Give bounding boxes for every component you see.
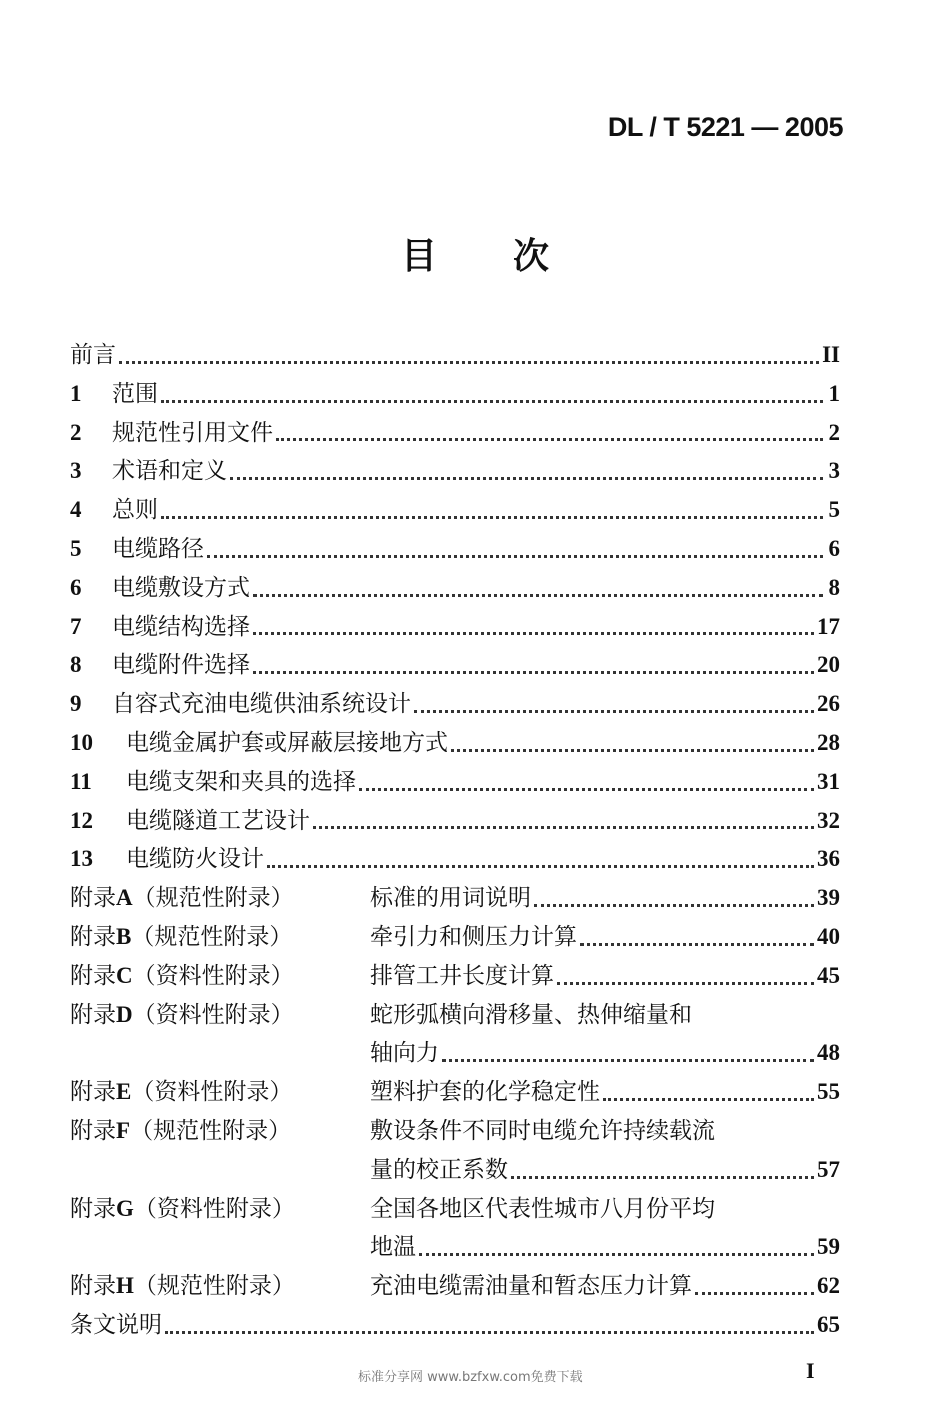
toc-entry-chapter[interactable] [70,452,840,491]
toc-entry-title: 塑料护套的化学稳定性 [370,1079,600,1106]
toc-entry-appendix-b[interactable] [70,918,840,957]
toc-entry-page: 62 [817,1273,840,1299]
appendix-kind: （规范性附录） [133,1273,295,1300]
toc-entry-title: 电缆附件选择 [112,652,250,679]
toc-entry-page: 26 [817,691,840,717]
toc-entry-title: 全国各地区代表性城市八月份平均 [370,1195,715,1222]
toc-entry-title: 条文说明 [70,1311,162,1338]
toc-entry-appendix-c[interactable] [70,957,840,996]
appendix-kind: （资料性附录） [132,962,294,989]
toc-entry-chapter[interactable] [70,646,840,685]
appendix-prefix: 附录 [70,1273,116,1300]
leader-dots [359,788,814,791]
toc-entry-title: 地温 [370,1234,416,1261]
toc-entry-title: 电缆路径 [112,535,204,562]
appendix-letter: A [116,885,133,911]
toc-entry-title: 前言 [70,342,116,368]
leader-dots [511,1176,814,1179]
appendix-letter: G [116,1195,134,1221]
appendix-label [70,1073,370,1112]
toc-entry-page: 59 [817,1234,840,1260]
chapter-number: 10 [70,729,93,755]
table-of-contents [70,336,840,1345]
chapter-number: 4 [70,497,82,523]
appendix-label [70,957,370,996]
toc-entry-page: 39 [817,885,840,911]
chapter-number: 11 [70,768,92,794]
title-char-2: 次 [513,236,550,277]
leader-dots [161,516,823,519]
toc-entry-title: 自容式充油电缆供油系统设计 [112,691,411,718]
leader-dots [603,1098,814,1101]
toc-entry-explanation[interactable] [70,1306,840,1345]
chapter-number: 9 [70,691,82,717]
appendix-letter: E [116,1079,132,1105]
toc-entry-page: 20 [817,652,840,678]
standard-code: DL / T 5221 — 2005 [607,112,843,142]
toc-entry-page: 6 [828,535,840,561]
toc-entry-page: 8 [828,574,840,600]
toc-entry-title: 范围 [112,380,158,407]
toc-entry-title: 电缆防火设计 [126,846,264,873]
appendix-kind: （资料性附录） [131,1079,293,1106]
chapter-number: 1 [70,380,82,406]
appendix-label [70,1267,370,1306]
toc-entry-title: 轴向力 [370,1040,439,1067]
leader-dots [313,826,814,829]
chapter-number: 12 [70,807,93,833]
toc-entry-title: 排管工井长度计算 [370,962,554,989]
chapter-number: 3 [70,458,82,484]
toc-entry-page: 36 [817,846,840,872]
leader-dots [414,710,814,713]
leader-dots [419,1253,814,1256]
toc-entry-title: 术语和定义 [112,458,227,485]
footer-watermark: 标准分享网 www.bzfxw.com免费下载 [358,1370,583,1385]
chapter-number: 8 [70,652,82,678]
appendix-kind: （资料性附录） [133,1195,295,1222]
appendix-letter: H [116,1273,134,1299]
toc-entry-foreword[interactable] [70,336,840,375]
toc-entry-chapter[interactable] [70,530,840,569]
appendix-prefix: 附录 [70,1117,116,1144]
appendix-kind: （规范性附录） [130,1117,292,1144]
toc-entry-page: 2 [828,419,840,445]
toc-entry-page: 57 [817,1156,840,1182]
appendix-kind: （规范性附录） [131,923,293,950]
toc-entry-page: 40 [817,923,840,949]
toc-entry-title: 蛇形弧横向滑移量、热伸缩量和 [370,1001,692,1028]
toc-entry-chapter[interactable] [70,414,840,453]
toc-entry-appendix-g-cont[interactable] [70,1228,840,1267]
toc-entry-appendix-f-cont[interactable] [70,1151,840,1190]
leader-dots [695,1292,814,1295]
toc-entry-page: 31 [817,768,840,794]
toc-entry-chapter[interactable] [70,724,840,763]
toc-entry-chapter[interactable] [70,840,840,879]
leader-dots [165,1331,814,1334]
toc-entry-appendix-f[interactable] [70,1112,840,1151]
toc-entry-page: 3 [828,458,840,484]
toc-entry-page: 5 [828,497,840,523]
toc-entry-chapter[interactable] [70,685,840,724]
toc-entry-title: 电缆敷设方式 [112,574,250,601]
toc-entry-page: 48 [817,1040,840,1066]
toc-entry-appendix-d[interactable] [70,996,840,1035]
toc-entry-page: 28 [817,729,840,755]
page-number: I [806,1358,815,1383]
toc-entry-title: 标准的用词说明 [370,885,531,912]
toc-entry-chapter[interactable] [70,802,840,841]
toc-entry-title: 牵引力和侧压力计算 [370,923,577,950]
toc-entry-chapter[interactable] [70,491,840,530]
appendix-prefix: 附录 [70,923,116,950]
appendix-label [70,1112,370,1151]
appendix-label [70,879,370,918]
toc-entry-page: 1 [828,380,840,406]
toc-entry-title: 敷设条件不同时电缆允许持续载流 [370,1117,715,1144]
leader-dots [119,361,819,364]
toc-entry-page: 45 [817,962,840,988]
appendix-kind: （资料性附录） [132,1001,294,1028]
toc-entry-chapter[interactable] [70,763,840,802]
leader-dots [451,749,814,752]
toc-entry-title: 电缆结构选择 [112,613,250,640]
appendix-letter: F [116,1117,131,1143]
toc-entry-appendix-h[interactable] [70,1267,840,1306]
toc-entry-page: 65 [817,1311,840,1337]
appendix-prefix: 附录 [70,1079,116,1106]
appendix-prefix: 附录 [70,1195,116,1222]
toc-entry-page: II [822,342,840,367]
toc-entry-title: 量的校正系数 [370,1156,508,1183]
leader-dots [207,555,823,558]
leader-dots [267,865,814,868]
appendix-letter: D [116,1001,133,1027]
toc-entry-title: 电缆金属护套或屏蔽层接地方式 [126,729,448,756]
toc-entry-chapter[interactable] [70,608,840,647]
leader-dots [276,438,823,441]
chapter-number: 2 [70,419,82,445]
toc-entry-appendix-e[interactable] [70,1073,840,1112]
leader-dots [253,594,823,597]
appendix-prefix: 附录 [70,962,116,989]
appendix-letter: C [116,962,133,988]
appendix-label [70,1190,370,1229]
toc-entry-chapter[interactable] [70,375,840,414]
chapter-number: 5 [70,535,82,561]
toc-entry-appendix-g[interactable] [70,1190,840,1229]
chapter-number: 6 [70,574,82,600]
toc-entry-page: 32 [817,807,840,833]
appendix-letter: B [116,923,132,949]
toc-entry-title: 规范性引用文件 [112,419,273,446]
leader-dots [253,671,814,674]
appendix-label [70,996,370,1035]
toc-entry-appendix-a[interactable] [70,879,840,918]
toc-entry-page: 17 [817,613,840,639]
title-char-1: 目 [400,236,437,277]
leader-dots [253,632,814,635]
toc-entry-appendix-d-cont[interactable] [70,1034,840,1073]
leader-dots [534,904,814,907]
appendix-label [70,918,370,957]
leader-dots [442,1059,814,1062]
appendix-prefix: 附录 [70,1001,116,1028]
page-title [0,228,950,279]
appendix-kind: （规范性附录） [132,885,294,912]
leader-dots [230,477,823,480]
leader-dots [580,943,814,946]
chapter-number: 7 [70,613,82,639]
toc-entry-title: 电缆隧道工艺设计 [126,807,310,834]
toc-entry-page: 55 [817,1079,840,1105]
toc-entry-chapter[interactable] [70,569,840,608]
leader-dots [557,982,814,985]
leader-dots [161,400,823,403]
appendix-prefix: 附录 [70,885,116,912]
toc-entry-title: 电缆支架和夹具的选择 [126,768,356,795]
toc-entry-title: 总则 [112,497,158,524]
toc-entry-title: 充油电缆需油量和暂态压力计算 [370,1273,692,1300]
chapter-number: 13 [70,846,93,872]
